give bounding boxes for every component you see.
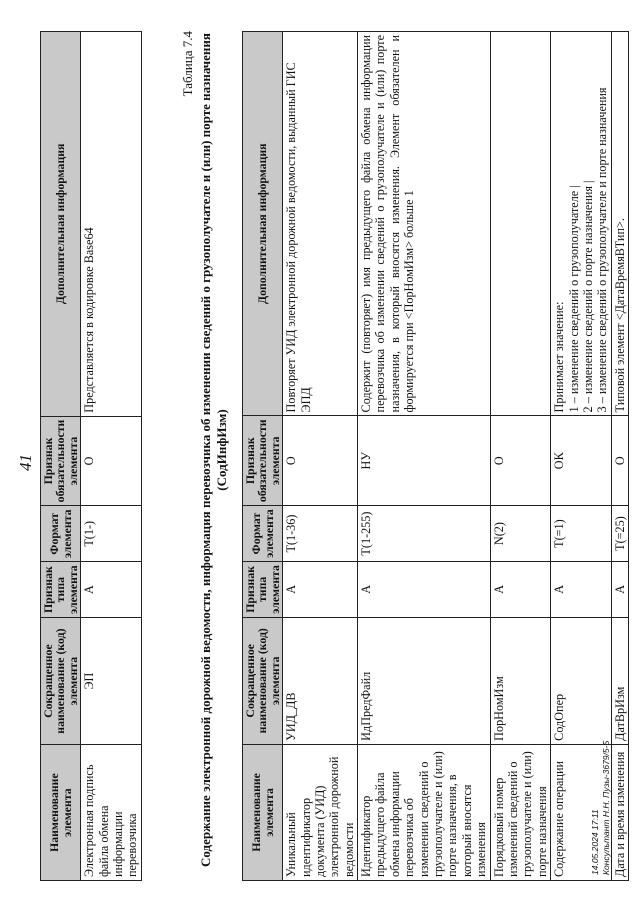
element-format-cell: T(=1): [551, 506, 612, 562]
print-stamp: [590, 741, 612, 875]
element-format-cell: T(1-): [81, 506, 142, 562]
value-list-intro: Принимает значение:: [552, 301, 567, 413]
element-required-cell: НУ: [358, 416, 491, 506]
element-code-cell: УИД_ДВ: [283, 617, 358, 744]
change-info-table: [242, 31, 629, 881]
column-header: Формат элемента: [243, 506, 283, 562]
table-title: Содержание электронной дорожной ведомости, информация перевозчика об изменении сведений о грузополучателе и (или) порте назначения (СодИнфИзм): [198, 33, 229, 867]
element-required-cell: ОК: [551, 416, 612, 506]
table-row: [490, 32, 551, 881]
element-info-cell: Содержит (повторяет) имя предыдущего файла обмена информации перевозчика об изменении сведений о грузополучателе и (или) порте назначения, в который вносятся изменения. Элемент обязателен и формируется при <ПорНомИзм> больше 1: [358, 32, 491, 416]
value-list-item: 2 – изменение сведений о порте назначения |: [580, 180, 595, 413]
element-type-cell: А: [490, 562, 551, 618]
column-header: Наименование элемента: [41, 745, 81, 881]
column-header: Дополнительная информация: [243, 32, 283, 416]
table-caption: Таблица 7.4: [180, 31, 195, 97]
page-number: 41: [16, 454, 35, 471]
element-required-cell: О: [490, 416, 551, 506]
element-code-cell: СодОпер: [551, 617, 612, 744]
element-name-cell: Уникальный идентификатор документа (УИД) электронной дорожной ведомости: [283, 744, 358, 880]
element-type-cell: А: [551, 562, 612, 618]
element-code-cell: ИдПредФайл: [358, 617, 491, 744]
column-header: Признак обязательности элемента: [41, 416, 81, 506]
value-list-item: 1 – изменение сведений о грузополучателе |: [566, 185, 581, 413]
element-type-cell: А: [611, 562, 628, 618]
element-format-cell: N(2): [490, 506, 551, 562]
element-info-cell: Типовой элемент <ДатаВремяВТип>.: [611, 32, 628, 416]
element-required-cell: О: [81, 416, 142, 506]
signature-table-header: [41, 32, 81, 881]
element-code-cell: ПорНомИзм: [490, 617, 551, 744]
stamp-author: Консультант Н.Н. Пузы-3679/5-5: [601, 740, 612, 875]
column-header: Сокращенное наименование (код) элемента: [243, 617, 283, 744]
column-header: Признак типа элемента: [243, 562, 283, 618]
element-name-cell: Содержание операции: [551, 744, 612, 880]
element-info-cell: Повторяет УИД электронной дорожной ведомости, выданный ГИС ЭПД: [283, 32, 358, 416]
column-header: Признак обязательности элемента: [243, 416, 283, 506]
element-required-cell: О: [611, 416, 628, 506]
element-info-cell: [490, 32, 551, 416]
table-row: [611, 32, 628, 881]
table-row: [283, 32, 358, 881]
stamp-date: 14.05.2024 17:11: [590, 809, 600, 875]
element-type-cell: А: [358, 562, 491, 618]
column-header: Наименование элемента: [243, 744, 283, 880]
element-format-cell: T(1-36): [283, 506, 358, 562]
column-header: Признак типа элемента: [41, 562, 81, 618]
element-code-cell: ЭП: [81, 617, 142, 744]
value-list-item: 3 – изменение сведений о грузополучателе и порте назначения: [595, 87, 610, 413]
column-header: Дополнительная информация: [41, 32, 81, 417]
element-format-cell: T(=25): [611, 506, 628, 562]
table-row: [358, 32, 491, 881]
table-row: [81, 32, 142, 881]
element-info-cell: [551, 32, 612, 416]
element-name-cell: Идентификатор предыдущего файла обмена информации перевозчика об изменении сведений о грузополучателе и (или) порте назначения, в который вносятся изменения: [358, 744, 491, 880]
element-name-cell: Электронная подпись файла обмена информации перевозчика: [81, 745, 142, 881]
element-type-cell: А: [81, 562, 142, 618]
column-header: Сокращенное наименование (код) элемента: [41, 617, 81, 744]
column-header: Формат элемента: [41, 506, 81, 562]
element-name-cell: Порядковый номер изменений сведений о грузополучателе и (или) порте назначения: [490, 744, 551, 880]
element-code-cell: ДатВрИзм: [611, 617, 628, 744]
element-required-cell: О: [283, 416, 358, 506]
element-type-cell: А: [283, 562, 358, 618]
change-info-table-header: [243, 32, 283, 881]
element-name-cell: Дата и время изменения: [611, 744, 628, 880]
element-info-cell: Представляется в кодировке Base64: [81, 32, 142, 417]
signature-table: [40, 31, 142, 881]
element-format-cell: T(1-255): [358, 506, 491, 562]
